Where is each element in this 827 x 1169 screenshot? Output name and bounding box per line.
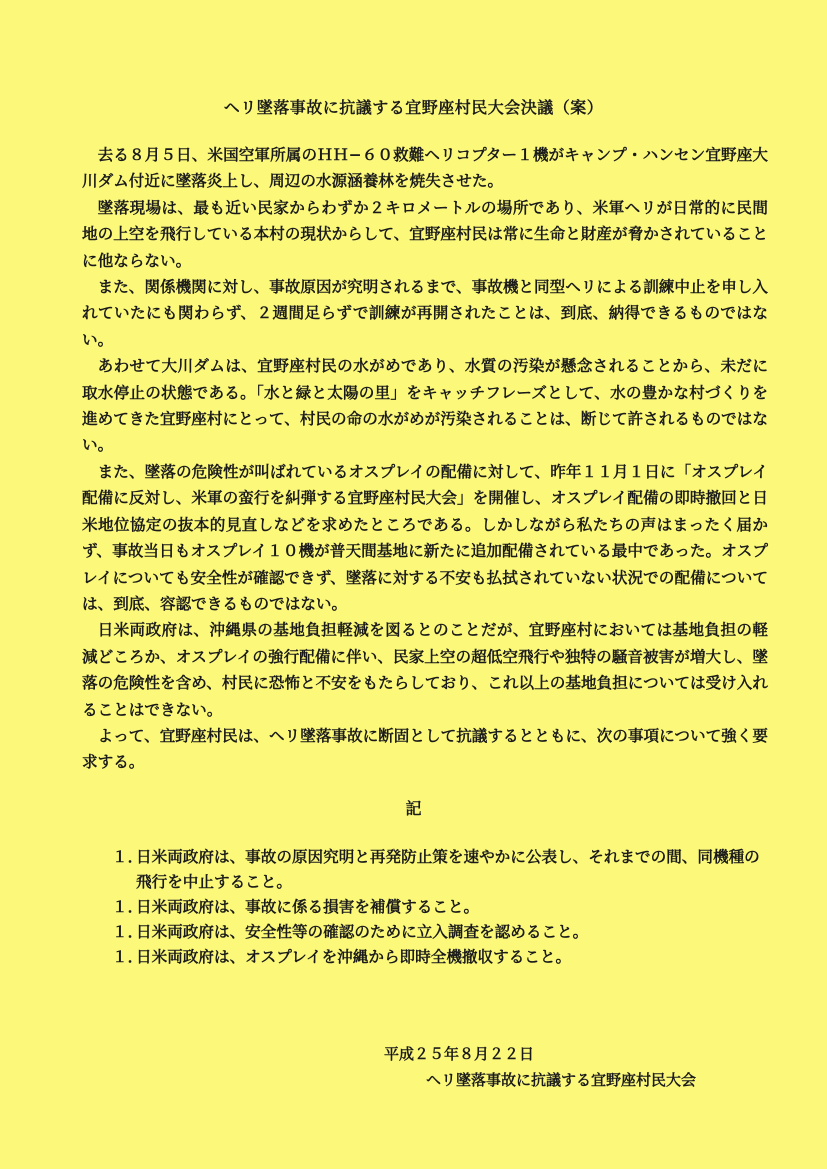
demand-text: 日米両政府は、事故の原因究明と再発防止策を速やかに公表し、それまでの間、同機種の飛行を中止すること。 xyxy=(136,848,760,891)
paragraph: また、墜落の危険性が叫ばれているオスプレイの配備に対して、昨年１１月１日に「オスプレイ配備に反対し、米軍の蛮行を糾弾する宜野座村民大会」を開催し、オスプレイ配備の即時撤回と日米地位協定の抜本的見直しなどを求めたところである。しかしながら私たちの声はまったく届かず、事故当日もオスプレイ１０機が普天間基地に新たに追加配備されている最中であった。オスプレイについても安全性が確認できず、墜落に対する不安も払拭されていない状況での配備については、到底、容認できるものではない。 xyxy=(82,462,768,613)
paragraph: 日米両政府は、沖縄県の基地負担軽減を図るとのことだが、宜野座村においては基地負担の軽減どころか、オスプレイの強行配備に伴い、民家上空の超低空飛行や独特の騒音被害が増大し、墜落の危険性を含め、村民に恐怖と不安をもたらしており、これ以上の基地負担については受け入れることはできない。 xyxy=(82,621,768,719)
demand-item xyxy=(112,845,772,895)
demand-text: 日米両政府は、安全性等の確認のために立入調査を認めること。 xyxy=(136,923,589,941)
paragraph: あわせて大川ダムは、宜野座村民の水がめであり、水質の汚染が懸念されることから、未だに取水停止の状態である。「水と緑と太陽の里」をキャッチフレーズとして、水の豊かな村づくりを進めてきた宜野座村にとって、村民の命の水がめが汚染されることは、断じて許されるものではない。 xyxy=(82,357,768,455)
demand-list xyxy=(112,845,772,970)
document-date: 平成２５年８月２２日 xyxy=(384,1045,535,1063)
demand-text: 日米両政府は、オスプレイを沖縄から即時全機撤収すること。 xyxy=(136,948,572,966)
demand-number: １． xyxy=(112,848,144,866)
demand-number: １． xyxy=(112,948,144,966)
paragraph: よって、宜野座村民は、ヘリ墜落事故に断固として抗議するとともに、次の事項について強く要求する。 xyxy=(82,726,768,772)
demand-item xyxy=(112,920,772,945)
demand-number: １． xyxy=(112,898,144,916)
paragraph: 墜落現場は、最も近い民家からわずか２キロメートルの場所であり、米軍ヘリが日常的に民間地の上空を飛行している本村の現状からして、宜野座村民は常に生命と財産が脅かされていることに他ならない。 xyxy=(82,198,768,270)
document-title: ヘリ墜落事故に抗議する宜野座村民大会決議（案） xyxy=(223,98,604,117)
paragraph: また、関係機関に対し、事故原因が究明されるまで、事故機と同型ヘリによる訓練中止を申し入れていたにも関わらず、２週間足らずで訓練が再開されたことは、到底、納得できるものではない。 xyxy=(82,278,768,349)
demand-item xyxy=(112,945,772,970)
paragraph: 去る８月５日、米国空軍所属のＨＨ−６０救難ヘリコプター１機がキャンプ・ハンセン宜野座大川ダム付近に墜落炎上し、周辺の水源涵養林を焼失させた。 xyxy=(82,146,768,191)
organizer-name: ヘリ墜落事故に抗議する宜野座村民大会 xyxy=(426,1071,697,1089)
demand-text: 日米両政府は、事故に係る損害を補償すること。 xyxy=(136,898,480,916)
demand-number: １． xyxy=(112,923,144,941)
demand-item xyxy=(112,895,772,920)
ki-heading: 記 xyxy=(405,799,422,818)
document-body xyxy=(82,142,768,776)
